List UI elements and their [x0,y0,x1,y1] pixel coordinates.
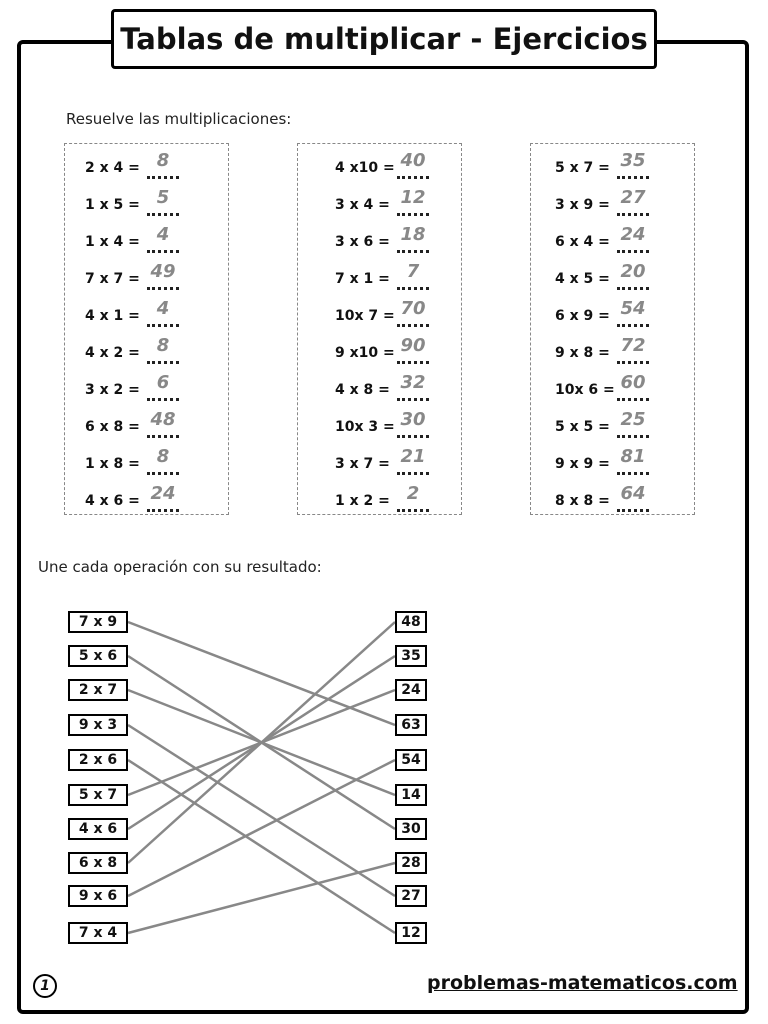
operation-text: 3 x 6 = [335,234,390,250]
operation-text: 3 x 2 = [85,382,140,398]
answer-field[interactable]: 90 [397,335,429,364]
answer-field[interactable]: 72 [617,335,649,364]
answer-field[interactable]: 70 [397,298,429,327]
answer-field[interactable]: 18 [397,224,429,253]
operation-box[interactable]: 7 x 4 [68,922,128,944]
operation-box[interactable]: 9 x 3 [68,714,128,736]
result-box[interactable]: 54 [395,749,427,771]
operation-text: 1 x 8 = [85,456,140,472]
operation-text: 6 x 4 = [555,234,610,250]
operation-text: 9 x10 = [335,345,395,361]
answer-field[interactable]: 49 [147,261,179,290]
operation-box[interactable]: 4 x 6 [68,818,128,840]
operation-text: 1 x 2 = [335,493,390,509]
answer-field[interactable]: 21 [397,446,429,475]
answer-field[interactable]: 4 [147,224,179,253]
operation-text: 9 x 9 = [555,456,610,472]
operation-text: 6 x 8 = [85,419,140,435]
answer-field[interactable]: 30 [397,409,429,438]
operation-text: 1 x 4 = [85,234,140,250]
answer-field[interactable]: 7 [397,261,429,290]
result-box[interactable]: 14 [395,784,427,806]
answer-field[interactable]: 8 [147,335,179,364]
operation-text: 4 x 8 = [335,382,390,398]
operation-text: 5 x 7 = [555,160,610,176]
result-box[interactable]: 28 [395,852,427,874]
operation-box[interactable]: 2 x 6 [68,749,128,771]
answer-field[interactable]: 5 [147,187,179,216]
result-box[interactable]: 24 [395,679,427,701]
result-box[interactable]: 12 [395,922,427,944]
answer-field[interactable]: 8 [147,446,179,475]
operation-text: 7 x 7 = [85,271,140,287]
operation-text: 4 x 5 = [555,271,610,287]
operation-text: 4 x10 = [335,160,395,176]
match-line [128,725,395,896]
page-number: 1 [33,974,57,998]
website-link[interactable]: problemas-matematicos.com [427,972,738,994]
answer-field[interactable]: 24 [617,224,649,253]
operation-text: 2 x 4 = [85,160,140,176]
answer-field[interactable]: 40 [397,150,429,179]
operation-box[interactable]: 2 x 7 [68,679,128,701]
answer-field[interactable]: 4 [147,298,179,327]
answer-field[interactable]: 54 [617,298,649,327]
operation-text: 9 x 8 = [555,345,610,361]
operation-text: 3 x 9 = [555,197,610,213]
answer-field[interactable]: 81 [617,446,649,475]
match-line [128,863,395,933]
answer-field[interactable]: 6 [147,372,179,401]
answer-field[interactable]: 12 [397,187,429,216]
result-box[interactable]: 30 [395,818,427,840]
answer-field[interactable]: 27 [617,187,649,216]
answer-field[interactable]: 20 [617,261,649,290]
answer-field[interactable]: 8 [147,150,179,179]
operation-text: 4 x 6 = [85,493,140,509]
operation-box[interactable]: 9 x 6 [68,885,128,907]
operation-text: 3 x 4 = [335,197,390,213]
answer-field[interactable]: 32 [397,372,429,401]
page-title: Tablas de multiplicar - Ejercicios [111,9,657,69]
operation-text: 10x 7 = [335,308,395,324]
result-box[interactable]: 35 [395,645,427,667]
operation-text: 8 x 8 = [555,493,610,509]
result-box[interactable]: 48 [395,611,427,633]
instruction-resuelve: Resuelve las multiplicaciones: [66,110,292,128]
result-box[interactable]: 63 [395,714,427,736]
operation-box[interactable]: 5 x 6 [68,645,128,667]
operation-text: 6 x 9 = [555,308,610,324]
match-line [128,760,395,933]
answer-field[interactable]: 25 [617,409,649,438]
answer-field[interactable]: 35 [617,150,649,179]
operation-box[interactable]: 6 x 8 [68,852,128,874]
operation-text: 1 x 5 = [85,197,140,213]
operation-text: 10x 3 = [335,419,395,435]
answer-field[interactable]: 64 [617,483,649,512]
operation-box[interactable]: 5 x 7 [68,784,128,806]
answer-field[interactable]: 48 [147,409,179,438]
result-box[interactable]: 27 [395,885,427,907]
operation-text: 4 x 1 = [85,308,140,324]
operation-text: 5 x 5 = [555,419,610,435]
answer-field[interactable]: 24 [147,483,179,512]
operation-text: 3 x 7 = [335,456,390,472]
operation-box[interactable]: 7 x 9 [68,611,128,633]
match-line [128,622,395,725]
answer-field[interactable]: 60 [617,372,649,401]
operation-text: 10x 6 = [555,382,615,398]
operation-text: 4 x 2 = [85,345,140,361]
instruction-une: Une cada operación con su resultado: [38,558,322,576]
operation-text: 7 x 1 = [335,271,390,287]
answer-field[interactable]: 2 [397,483,429,512]
